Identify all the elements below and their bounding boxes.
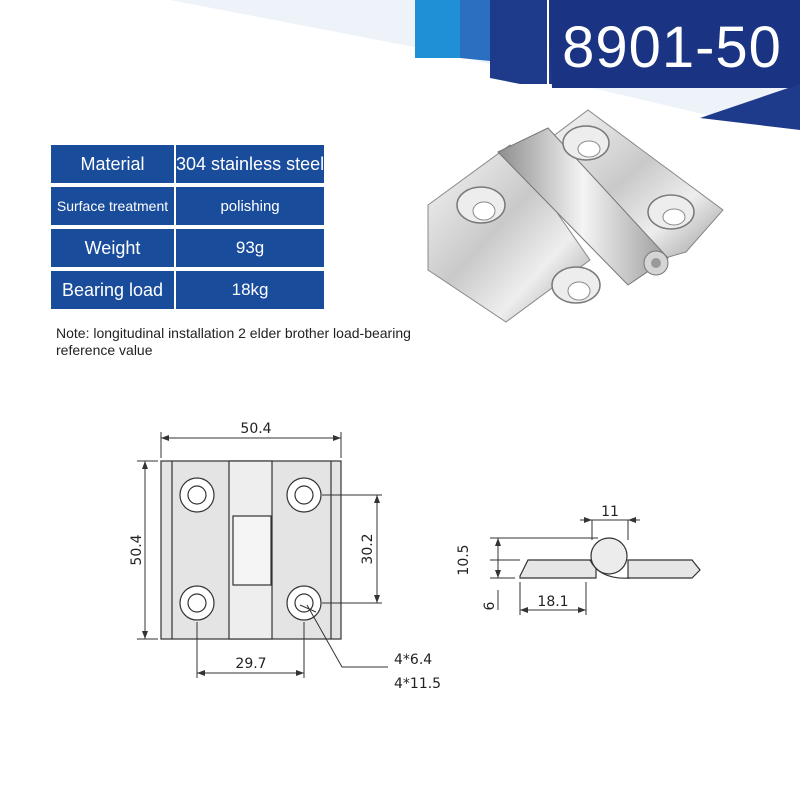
technical-drawing <box>0 400 800 700</box>
dim-hole-large: 4*11.5 <box>394 676 442 692</box>
dim-total-height: 10.5 <box>456 544 472 576</box>
spec-key: Surface treatment <box>51 187 174 225</box>
spec-row-surface <box>51 187 324 225</box>
dim-hole-small: 4*6.4 <box>394 652 433 668</box>
spec-row-load <box>51 271 324 309</box>
spec-key: Bearing load <box>51 271 174 309</box>
dim-knuckle-width: 11 <box>601 504 619 520</box>
spec-row-weight <box>51 229 324 267</box>
spec-key: Material <box>51 145 174 183</box>
dim-bottom-offset: 29.7 <box>235 656 267 672</box>
spec-table <box>49 141 326 313</box>
load-note: Note: longitudinal installation 2 elder brother load-bearing reference value <box>56 325 411 358</box>
dim-hole-spacing: 30.2 <box>360 533 376 565</box>
dim-side-height: 50.4 <box>129 534 145 566</box>
spec-value: 304 stainless steel <box>176 145 324 183</box>
spec-value: 18kg <box>176 271 324 309</box>
stainless-hinge-photo <box>418 100 733 340</box>
spec-value: 93g <box>176 229 324 267</box>
spec-value: polishing <box>176 187 324 225</box>
spec-row-material <box>51 145 324 183</box>
model-number: 8901-50 <box>562 15 782 80</box>
dim-top-width: 50.4 <box>240 421 272 437</box>
dim-leaf-length: 18.1 <box>537 594 569 610</box>
spec-key: Weight <box>51 229 174 267</box>
dim-plate-thickness: 6 <box>482 601 498 611</box>
